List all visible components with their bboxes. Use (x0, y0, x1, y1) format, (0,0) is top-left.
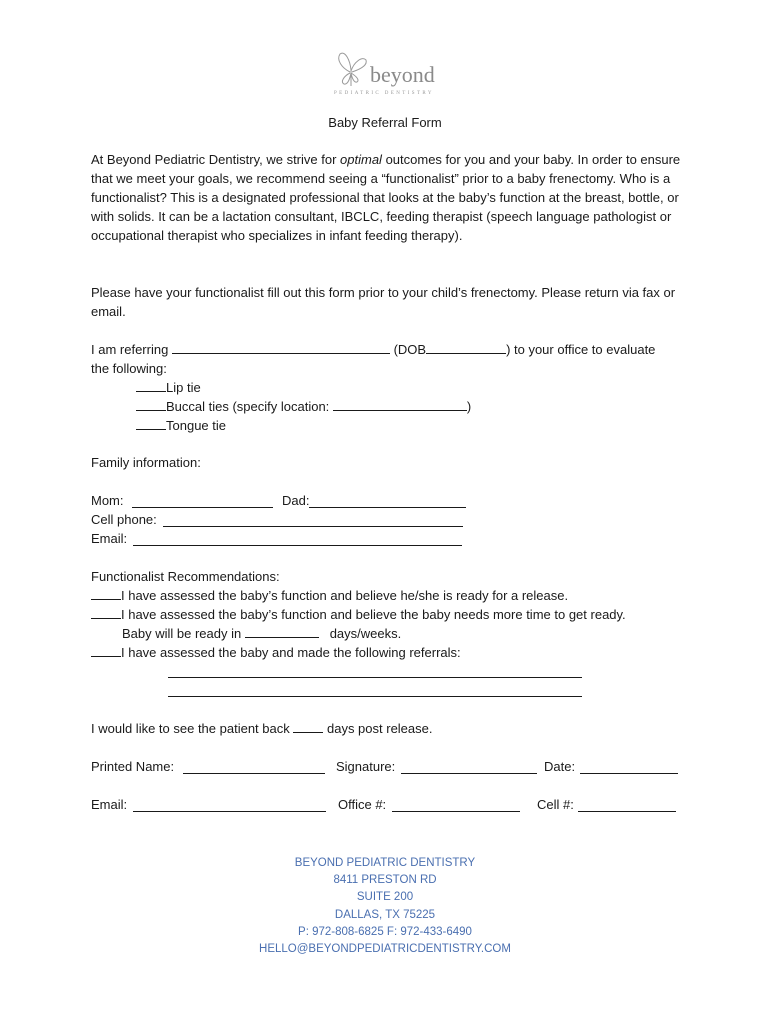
dad-field[interactable] (309, 507, 466, 508)
referring-line-2: the following: (91, 361, 167, 376)
intro-text-2: outcomes for you and your baby. In order to ensure that we meet your goals, we recommend seeing a “functionalist” prior to a baby frenectomy. Who is a functionalist? This is a designated professional that looks at the baby’s function at the breast, bottle, or with solids. It can be a lactation consultant, IBCLC, feeding therapist (speech language pathologist or occupational therapist who specializes in infant feeding therapy). (91, 152, 681, 243)
tongue-tie-option (136, 416, 226, 435)
lip-tie-label: Lip tie (166, 380, 201, 395)
cell-field[interactable] (578, 811, 676, 812)
functionalist-email-label: Email: (91, 797, 128, 812)
referring-suffix: ) to your office to evaluate (506, 342, 656, 357)
practice-address-footer (0, 855, 770, 958)
ready-in-line (122, 624, 401, 643)
recommendation-referrals (91, 643, 461, 662)
more-time-checkbox[interactable] (91, 605, 121, 619)
instructions-paragraph: Please have your functionalist fill out this form prior to your child’s frenectomy. Please return via fax or email. (91, 285, 676, 319)
family-heading: Family information: (91, 455, 201, 470)
printed-name-field[interactable] (183, 773, 325, 774)
intro-emphasis: optimal (340, 152, 382, 167)
dad-label: Dad: (282, 493, 310, 508)
intro-text-1: At Beyond Pediatric Dentistry, we strive for (91, 152, 341, 167)
butterfly-icon (332, 50, 372, 90)
dob-label: (DOB (393, 342, 427, 357)
mom-field[interactable] (132, 507, 273, 508)
ready-in-unit: days/weeks. (329, 626, 402, 641)
buccal-close-paren: ) (466, 399, 472, 414)
ready-in-label: Baby will be ready in (122, 626, 242, 641)
footer-email[interactable]: HELLO@BEYONDPEDIATRICDENTISTRY.COM (259, 943, 511, 956)
recommendation-more-time (91, 605, 626, 624)
signature-label: Signature: (336, 759, 396, 774)
referrals-field-1[interactable] (168, 677, 582, 678)
recommendation-ready (91, 586, 568, 605)
referrals-label: I have assessed the baby and made the following referrals: (121, 645, 461, 660)
office-field[interactable] (392, 811, 520, 812)
intro-paragraph (91, 150, 691, 245)
cell-phone-field[interactable] (163, 526, 463, 527)
office-label: Office #: (338, 797, 387, 812)
footer-street: 8411 PRESTON RD (333, 874, 437, 887)
buccal-location-field[interactable] (333, 397, 467, 411)
followup-suffix: days post release. (326, 721, 433, 736)
referring-label: I am referring (91, 342, 169, 357)
followup-line (91, 719, 433, 738)
cell-phone-label: Cell phone: (91, 512, 157, 527)
tongue-tie-label: Tongue tie (166, 418, 226, 433)
lip-tie-checkbox[interactable] (136, 378, 166, 392)
followup-label: I would like to see the patient back (91, 721, 290, 736)
recommendations-heading: Functionalist Recommendations: (91, 569, 280, 584)
buccal-ties-checkbox[interactable] (136, 397, 166, 411)
footer-practice-name: BEYOND PEDIATRIC DENTISTRY (294, 857, 476, 869)
referrals-field-2[interactable] (168, 696, 582, 697)
tongue-tie-checkbox[interactable] (136, 416, 166, 430)
signature-field[interactable] (401, 773, 537, 774)
date-field[interactable] (580, 773, 678, 774)
logo-wordmark: beyond (370, 62, 435, 87)
ready-checkbox[interactable] (91, 586, 121, 600)
followup-days-field[interactable] (293, 719, 323, 733)
family-email-label: Email: (91, 531, 128, 546)
footer-phones: P: 972-808-6825 F: 972-433-6490 (298, 925, 472, 938)
functionalist-email-field[interactable] (133, 811, 326, 812)
buccal-ties-option (136, 397, 471, 416)
dob-field[interactable] (426, 340, 506, 354)
date-label: Date: (544, 759, 576, 774)
referrals-checkbox[interactable] (91, 643, 121, 657)
patient-name-field[interactable] (172, 340, 390, 354)
form-title: Baby Referral Form (328, 115, 442, 130)
footer-city: DALLAS, TX 75225 (334, 908, 436, 921)
mom-label: Mom: (91, 493, 124, 508)
lip-tie-option (136, 378, 201, 397)
referring-line (91, 340, 655, 359)
ready-in-field[interactable] (245, 624, 319, 638)
cell-label: Cell #: (537, 797, 574, 812)
buccal-ties-label: Buccal ties (specify location: (166, 399, 330, 414)
beyond-logo (330, 48, 440, 102)
family-email-field[interactable] (133, 545, 462, 546)
logo-tagline: PEDIATRIC DENTISTRY (334, 91, 434, 96)
footer-suite: SUITE 200 (356, 891, 414, 904)
printed-name-label: Printed Name: (91, 759, 175, 774)
ready-label: I have assessed the baby’s function and believe he/she is ready for a release. (121, 588, 569, 603)
more-time-label: I have assessed the baby’s function and believe the baby needs more time to get ready. (121, 607, 626, 622)
